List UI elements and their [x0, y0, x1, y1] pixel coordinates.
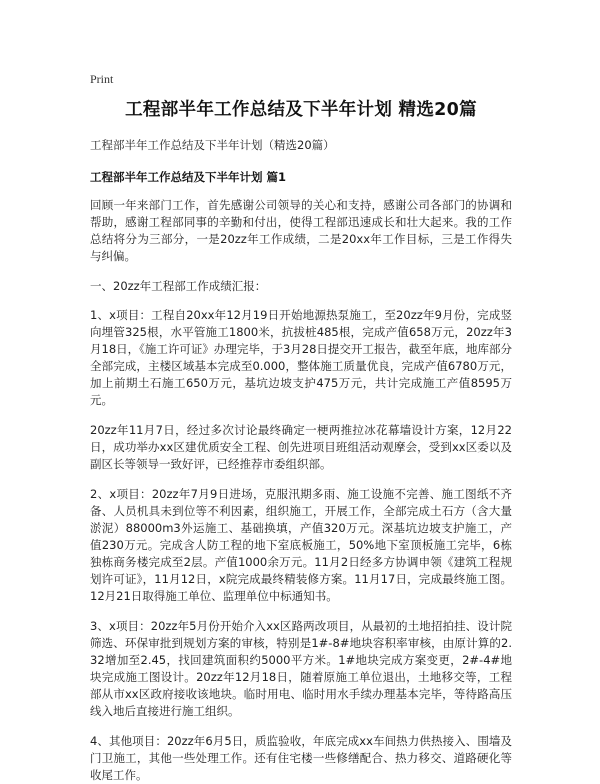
paragraph-project-1-followup: 20zz年11月7日，经过多次讨论最终确定一梗两推拉冰花幕墙设计方案，12月22日，成功举办xx区建优质安全工程、创先进项目班组活动观摩会，受到xx区委以及副区长等领导一致好评，已经推荐市委组织部。 [90, 423, 512, 471]
print-label: Print [90, 72, 114, 86]
paragraph-project-3: 3、x项目：20zz年5月份开始介入xx区路两改项目，从最初的土地招拍挂、设计院筛选、环保审批到规划方案的审核，特别是1#-8#地块容积率审核，由原计算的2.32增加至2.45，找回建筑面积约5000平方米。1#地块完成方案变更，2#-4#地块完成施工图设计。20zz年12月18日，随着原施工单位退出，土地移交等，工程部从市xx区政府接收该地块。临时用电、临时用水手续办理基本完毕，等待路高压线入地后直接进行施工组织。 [90, 619, 512, 718]
paragraph-project-1: 1、x项目：工程自20xx年12月19日开始地源热泵施工，至20zz年9月份，完成竖向埋管325根，水平管施工1800米，抗拔桩485根，完成产值658万元，20zz年3月18日，《施工许可证》办理完毕，于3月28日提交开工报告，截至年底，地库部分全部完成，主楼区域基本完成至0.000，整体施工质量优良，完成产值6780万元，加上前期土石施工650万元，基坑边坡支护475万元，共计完成施工产值8595万元。 [90, 308, 512, 407]
paragraph-project-4: 4、其他项目：20zz年6月5日，质监验收，年底完成xx车间热力供热接入、围墙及门卫施工，其他一些处理工作。还有住宅楼一些修缮配合、热力移交、道路硬化等收尾工作。 [90, 734, 512, 782]
paragraph-section-one-heading: 一、20zz年工程部工作成绩汇报： [90, 279, 267, 293]
document-title: 工程部半年工作总结及下半年计划 精选20篇 [125, 100, 477, 120]
document-subtitle: 工程部半年工作总结及下半年计划（精选20篇） [90, 138, 335, 152]
section-heading: 工程部半年工作总结及下半年计划 篇1 [90, 170, 287, 184]
paragraph-intro: 回顾一年来部门工作，首先感谢公司领导的关心和支持，感谢公司各部门的协调和帮助，感谢工程部同事的辛勤和付出，使得工程部迅速成长和壮大起来。我的工作总结将分为三部分，一是20zz年工作成绩，二是20xx年工作目标，三是工作得失与纠偏。 [90, 198, 512, 263]
paragraph-project-2: 2、x项目：20zz年7月9日进场，克服汛期多雨、施工设施不完善、施工图纸不齐备、人员机具未到位等不利因素，组织施工，开展工作，全部完成土石方（含大量淤泥）88000m3外运施工、基础换填，产值320万元。深基坑边坡支护施工，产值230万元。完成含人防工程的地下室底板施工，50%地下室顶板施工完毕，6栋独栋商务楼完成至2层。产值1000余万元。11月2日经多方协调申领《建筑工程规划许可证》，11月12日，x院完成最终精装修方案。11月17日，完成最终施工图。12月21日取得施工单位、监理单位中标通知书。 [90, 487, 512, 603]
